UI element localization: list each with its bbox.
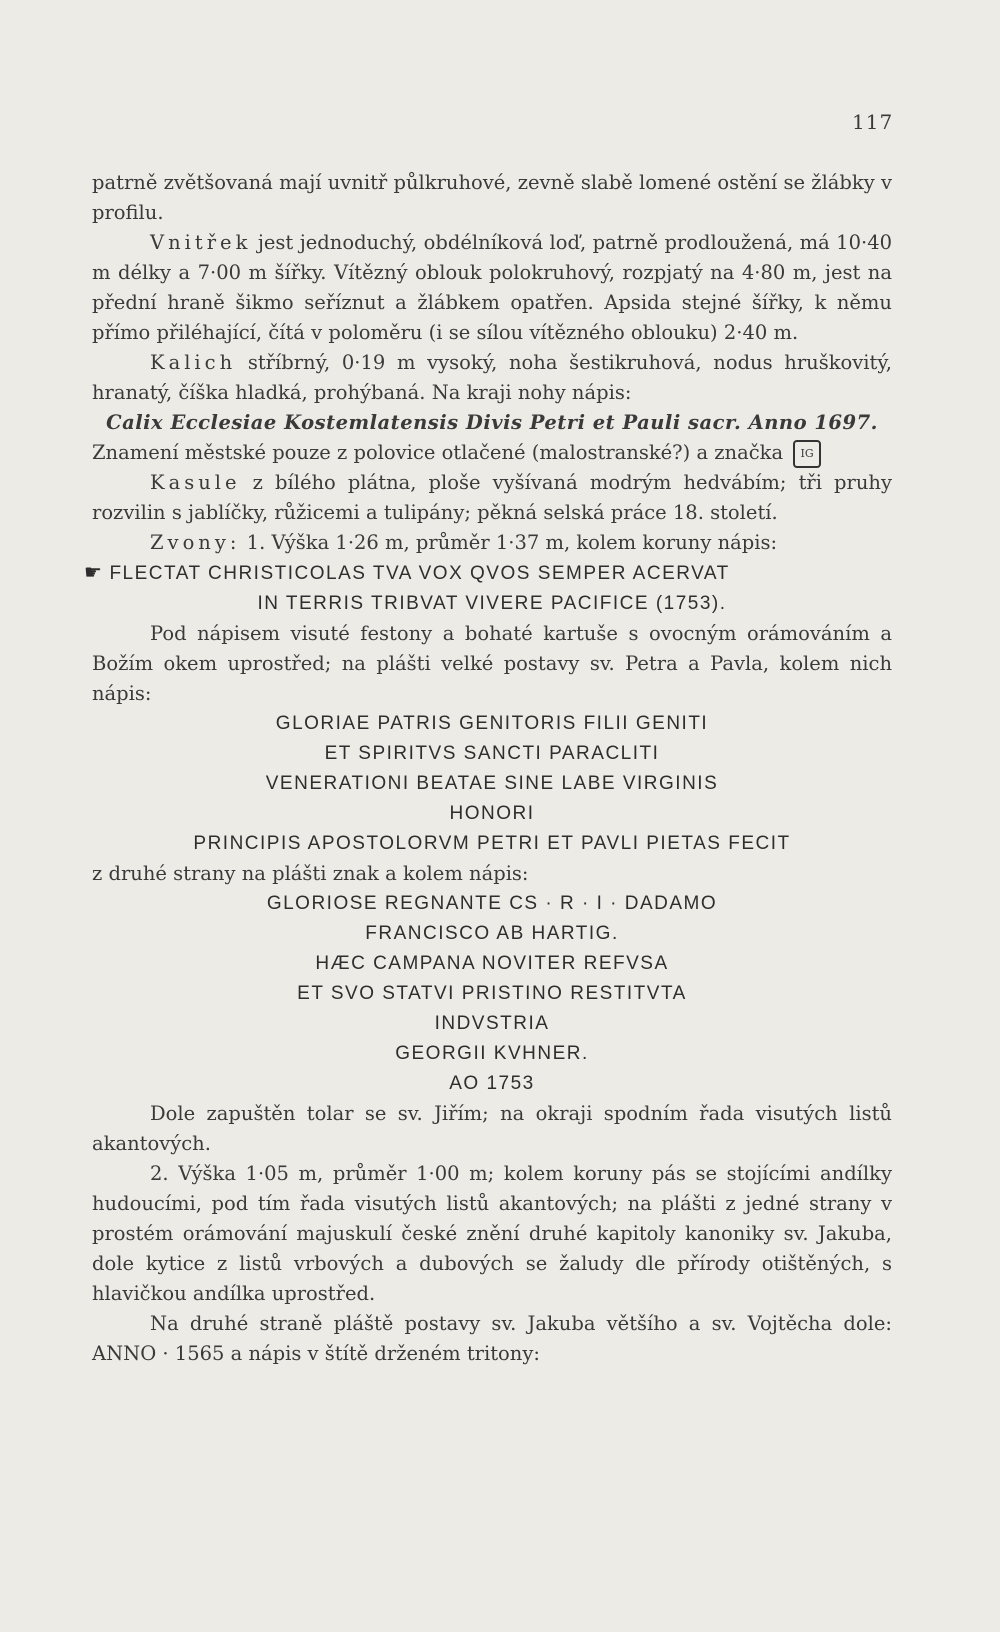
paragraph-other-side: z druhé strany na plášti znak a kolem nápis:: [92, 862, 529, 885]
paragraph-windows: patrně zvětšovaná mají uvnitř půlkruhové, zevně slabě lomené ostění se žlábky v profilu.: [92, 171, 892, 224]
paragraph-festoons: Pod nápisem visuté festony a bohaté kartuše s ovocným orámováním a Božím okem uprostřed; na plášti velké postavy sv. Petra a Pavla, kolem nich nápis:: [92, 622, 892, 705]
inscription-line: GEORGII KVHNER.: [395, 1043, 589, 1064]
lead-word-chalice: Kalich: [150, 351, 237, 374]
paragraph-town-mark-text: Znamení městské pouze z polovice otlačené (malostranské?) a značka: [92, 441, 784, 464]
paragraph-bells-text: 1. Výška 1·26 m, průměr 1·37 m, kolem koruny nápis:: [246, 531, 778, 554]
bell1-inscription-line1-text: FLECTAT CHRISTICOLAS TVA VOX QVOS SEMPER ACERVAT: [109, 563, 730, 584]
paragraph-bell2: 2. Výška 1·05 m, průměr 1·00 m; kolem koruny pás se stojícími andílky hudoucími, pod tím řada visutých listů akantových; na plášti z jedné strany v prostém orámování majuskulí české znění druhé kapitoly kanoniky sv. Jakuba, dole kytice z listů vrbových a dubových se žaludy dle přírody otištěných, s hlavičkou andílka uprostřed.: [92, 1162, 892, 1305]
inscription-line: ET SVO STATVI PRISTINO RESTITVTA: [297, 983, 687, 1004]
paragraph-bells: [92, 528, 892, 558]
inscription-line: VENERATIONI BEATAE SINE LABE VIRGINIS: [265, 773, 719, 794]
page-number: 117: [852, 110, 894, 134]
inscription-line: FRANCISCO AB HARTIG.: [365, 923, 619, 944]
inscription-line: AO 1753: [449, 1073, 535, 1094]
lead-word-interior: Vnitřek: [150, 231, 252, 254]
paragraph-interior: [92, 228, 892, 348]
inscription-line: GLORIAE PATRIS GENITORIS FILII GENITI: [275, 713, 709, 734]
inscription-line: HÆC CAMPANA NOVITER REFVSA: [315, 953, 669, 974]
lead-word-chasuble: Kasule: [150, 471, 241, 494]
pointing-hand-icon: ☛: [84, 562, 104, 584]
bell1-inscription-line1: [84, 558, 892, 589]
chalice-inscription: Calix Ecclesiae Kostemlatensis Divis Petri et Pauli sacr. Anno 1697.: [106, 411, 878, 434]
maker-mark-icon: IG: [793, 440, 821, 468]
bell1-inscription-line2: IN TERRIS TRIBVAT VIVERE PACIFICE (1753).: [257, 593, 727, 614]
paragraph-chasuble-text: z bílého plátna, ploše vyšívaná modrým hedvábím; tři pruhy rozvilin s jablíčky, růžicemi a tulipány; pěkná selská práce 18. století.: [92, 471, 892, 524]
paragraph-thaler: Dole zapuštěn tolar se sv. Jiřím; na okraji spodním řada visutých listů akantových.: [92, 1102, 892, 1155]
bell1-mantle-inscription: [92, 709, 892, 859]
lead-word-bells: Zvony:: [150, 531, 241, 554]
paragraph-interior-text: jest jednoduchý, obdélníková loď, patrně prodloužená, má 10·40 m délky a 7·00 m šířky. Vítězný oblouk polokruhový, rozpjatý na 4·80 m, jest na přední hraně šikmo seříznut a žlábkem opatřen. Apsida stejné šířky, k němu přímo přiléhající, čítá v poloměru (i se sílou vítězného oblouku) 2·40 m.: [92, 231, 893, 344]
paragraph-bell2-other-side: Na druhé straně pláště postavy sv. Jakuba většího a sv. Vojtěcha dole: ANNO · 1565 a nápis v štítě drženém tritony:: [92, 1312, 892, 1365]
paragraph-chasuble: [92, 468, 892, 528]
inscription-line: HONORI: [449, 803, 535, 824]
paragraph-town-mark: [92, 438, 892, 468]
paragraph-chalice-text: stříbrný, 0·19 m vysoký, noha šestikruhová, nodus hruškovitý, hranatý, číška hladká, prohýbaná. Na kraji nohy nápis:: [92, 351, 893, 404]
body-text: [84, 168, 893, 1369]
inscription-line: ET SPIRITVS SANCTI PARACLITI: [324, 743, 660, 764]
paragraph-chalice: [92, 348, 892, 408]
inscription-line: INDVSTRIA: [434, 1013, 550, 1034]
inscription-line: PRINCIPIS APOSTOLORVM PETRI ET PAVLI PIETAS FECIT: [193, 833, 791, 854]
bell1-arms-inscription: [92, 889, 892, 1099]
inscription-line: GLORIOSE REGNANTE CS · R · I · DADAMO: [266, 893, 718, 914]
